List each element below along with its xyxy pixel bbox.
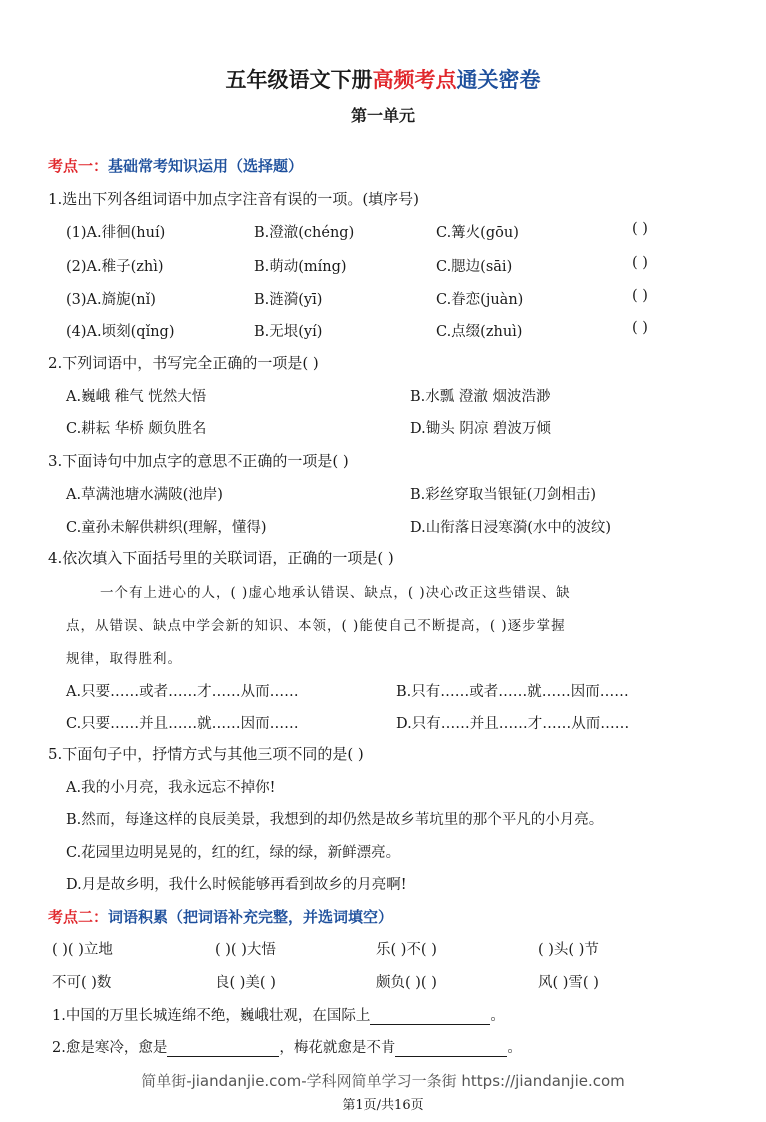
q5-option-c: C.花园里边明晃晃的，红的红，绿的绿，新鲜漂亮。 <box>66 845 401 861</box>
q1-row3-answer[interactable]: ( ) <box>632 288 648 304</box>
unit-heading: 第一单元 <box>350 106 415 125</box>
q1-row4-b: B.无垠(yí) <box>254 324 323 340</box>
q4-option-d: D.只有……并且……才……从而…… <box>396 716 630 732</box>
q1-row2-a: (2)A.稚子(zhì) <box>66 259 164 275</box>
question-1-stem: 1.选出下列各组词语中加点字注音有误的一项。(填序号) <box>48 190 420 208</box>
q3-option-c: C.童孙未解供耕织(理解，懂得) <box>66 520 267 536</box>
fill-r2-2[interactable]: 良( )美( ) <box>215 975 276 991</box>
q4-option-c: C.只要……并且……就……因而…… <box>66 716 299 732</box>
q1-row3-c: C.眷恋(juàn) <box>436 292 524 308</box>
fill-r2-1[interactable]: 不可( )数 <box>52 975 112 991</box>
fill-sentence-2: 2.愈是寒冷，愈是 ，梅花就愈是不肯 。 <box>52 1040 522 1056</box>
q2-option-c: C.耕耘 华桥 颇负胜名 <box>66 421 207 437</box>
q1-row3-b: B.涟漪(yī) <box>254 292 323 308</box>
fill-sentence-1: 1.中国的万里长城连绵不绝，巍峨壮观，在国际上 。 <box>52 1008 505 1024</box>
q3-option-a: A.草满池塘水满陂(池岸) <box>66 487 223 503</box>
footer-watermark: 简单街-jiandanjie.com-学科网简单学习一条街 https://jiandanjie.com <box>141 1072 625 1090</box>
q5-option-b: B.然而，每逢这样的良辰美景，我想到的却仍然是故乡苇坑里的那个平凡的小月亮。 <box>66 812 604 828</box>
q3-option-d: D.山衔落日浸寒漪(水中的波纹) <box>410 520 612 536</box>
q3-option-b: B.彩丝穿取当银钲(刀剑相击) <box>410 487 597 503</box>
question-4-stem: 4.依次填入下面括号里的关联词语，正确的一项是( ) <box>48 549 394 567</box>
q4-passage-line3: 规律，取得胜利。 <box>66 651 182 667</box>
q2-option-d: D.锄头 阴凉 碧波万倾 <box>410 421 551 437</box>
q1-row1-answer[interactable]: ( ) <box>632 221 648 237</box>
q1-row4-c: C.点缀(zhuì) <box>436 324 523 340</box>
question-5-stem: 5.下面句子中，抒情方式与其他三项不同的是( ) <box>48 745 364 763</box>
q4-passage-line2: 点，从错误、缺点中学会新的知识、本领，( )能使自己不断提高，( )逐步掌握 <box>66 618 566 634</box>
q1-row3-a: (3)A.旖旎(nǐ) <box>66 292 156 308</box>
q1-row4-a: (4)A.顷刻(qǐng) <box>66 324 175 340</box>
sentence-2-blank-1[interactable] <box>167 1042 279 1057</box>
q2-option-a: A.巍峨 稚气 恍然大悟 <box>66 389 207 405</box>
q1-row2-c: C.腮边(sāi) <box>436 259 513 275</box>
section-heading-1: 考点一：基础常考知识运用（选择题） <box>48 157 304 175</box>
q4-option-b: B.只有……或者……就……因而…… <box>396 684 629 700</box>
sentence-1-blank[interactable] <box>370 1010 490 1025</box>
fill-r1-4[interactable]: ( )头( )节 <box>538 942 599 958</box>
q4-passage-line1: 一个有上进心的人，( )虚心地承认错误、缺点，( )决心改正这些错误、缺 <box>100 585 571 601</box>
page-title: 五年级语文下册高频考点通关密卷 <box>225 68 541 92</box>
fill-r2-3[interactable]: 颇负( )( ) <box>376 975 437 991</box>
question-2-stem: 2.下列词语中，书写完全正确的一项是( ) <box>48 354 319 372</box>
question-3-stem: 3.下面诗句中加点字的意思不正确的一项是( ) <box>48 452 349 470</box>
fill-r1-2[interactable]: ( )( )大悟 <box>215 942 276 958</box>
q1-row4-answer[interactable]: ( ) <box>632 320 648 336</box>
q1-row1-c: C.篝火(gōu) <box>436 225 519 241</box>
q5-option-d: D.月是故乡明，我什么时候能够再看到故乡的月亮啊! <box>66 877 407 893</box>
fill-r2-4[interactable]: 风( )雪( ) <box>538 975 599 991</box>
fill-r1-1[interactable]: ( )( )立地 <box>52 942 113 958</box>
q1-row1-b: B.澄澈(chéng) <box>254 225 355 241</box>
fill-r1-3[interactable]: 乐( )不( ) <box>376 942 437 958</box>
sentence-2-blank-2[interactable] <box>395 1042 507 1057</box>
q1-row1-a: (1)A.徘徊(huí) <box>66 225 166 241</box>
page-number: 第1页/共16页 <box>342 1098 424 1113</box>
q1-row2-answer[interactable]: ( ) <box>632 255 648 271</box>
q4-option-a: A.只要……或者……才……从而…… <box>66 684 299 700</box>
q5-option-a: A.我的小月亮，我永远忘不掉你! <box>66 780 276 796</box>
section-heading-2: 考点二：词语积累（把词语补充完整，并选词填空） <box>48 908 394 926</box>
q1-row2-b: B.萌动(míng) <box>254 259 347 275</box>
q2-option-b: B.水瓢 澄澈 烟波浩渺 <box>410 389 551 405</box>
